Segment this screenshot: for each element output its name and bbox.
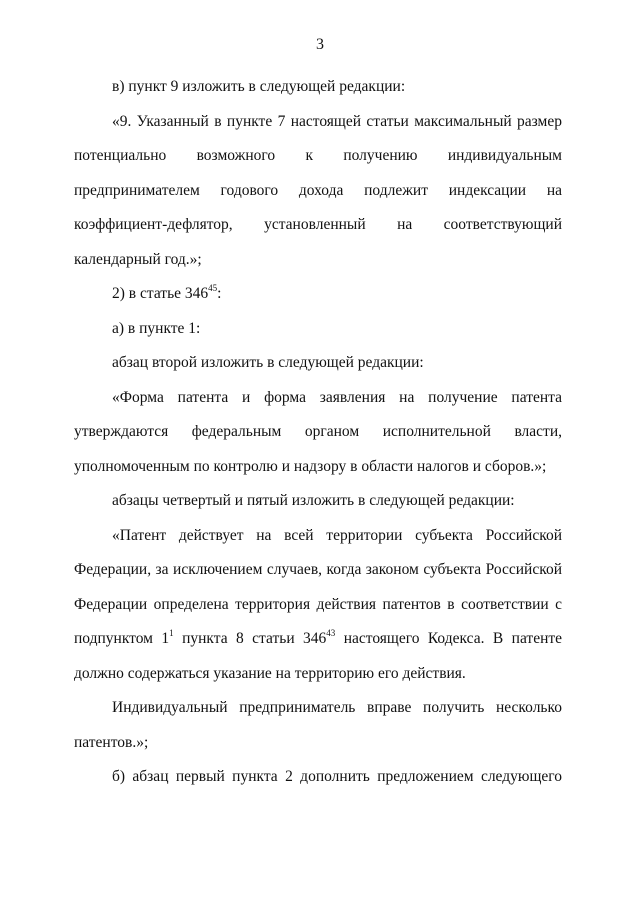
page-number: 3 bbox=[316, 36, 324, 53]
paragraph-several-patents: Индивидуальный предприниматель вправе получить несколько патентов.»; bbox=[74, 699, 562, 751]
article-43-superscript: 43 bbox=[326, 627, 336, 638]
paragraph-quote-point-9: «9. Указанный в пункте 7 настоящей статьи максимальный размер потенциально возможного к получению индивидуальным предпринимателем годового дохода подлежит индексации на коэффициент-дефлятор, установленный на соответствующий календарный год.»; bbox=[74, 112, 562, 268]
document-body bbox=[74, 70, 562, 795]
paragraph-second-abzac: абзац второй изложить в следующей редакции: bbox=[112, 354, 424, 371]
paragraph-quote-patent-territory bbox=[74, 519, 562, 692]
territory-text-a: «Патент действует на всей территории субъекта Российской Федерации, за исключением случаев, когда законом субъекта Российской Федерации определена территория действия патентов в соответствии с подпунктом 1 bbox=[74, 526, 562, 647]
territory-text-b: пункта 8 статьи 346 bbox=[173, 630, 327, 647]
article-superscript: 45 bbox=[208, 282, 218, 293]
paragraph-item-b: б) абзац первый пункта 2 дополнить предложением следующего bbox=[112, 768, 562, 785]
paragraph-quote-patent-form: «Форма патента и форма заявления на получение патента утверждаются федеральным органом исполнительной власти, уполномоченным по контролю и надзору в области налогов и сборов.»; bbox=[74, 388, 562, 475]
article-ref-text: 2) в статье 346 bbox=[112, 285, 209, 302]
paragraph-fourth-fifth-abzac: абзацы четвертый и пятый изложить в следующей редакции: bbox=[112, 492, 515, 509]
territory-text-c: настоящего Кодекса. В патенте должно содержаться указание на территорию его действия. bbox=[74, 630, 563, 682]
article-ref-colon: : bbox=[217, 285, 222, 302]
subpoint-superscript: 1 bbox=[169, 627, 174, 638]
paragraph-item-v: в) пункт 9 изложить в следующей редакции: bbox=[112, 78, 406, 95]
paragraph-article-346-45 bbox=[74, 277, 562, 312]
paragraph-point-1: а) в пункте 1: bbox=[112, 319, 201, 337]
